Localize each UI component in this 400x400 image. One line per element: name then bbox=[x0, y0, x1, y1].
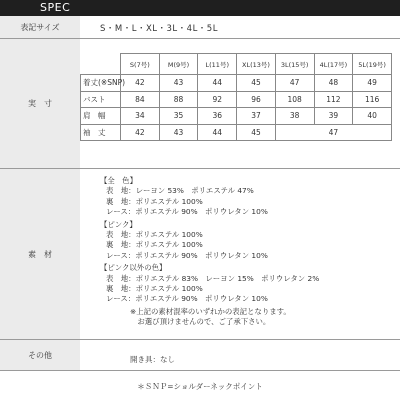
measurement-value: 45 bbox=[237, 75, 276, 92]
material-group-heading: 【全 色】 bbox=[100, 176, 137, 185]
measurement-name: バスト bbox=[81, 91, 121, 108]
material-line: 裏 地：ポリエステル 100% bbox=[106, 283, 203, 293]
measurement-value: 47 bbox=[275, 124, 391, 141]
measurement-row bbox=[81, 91, 392, 108]
measurement-value: 45 bbox=[237, 124, 276, 141]
measure-label-cell bbox=[0, 39, 80, 168]
material-line: レース：ポリエステル 90% ポリウレタン 10% bbox=[106, 250, 268, 260]
material-group-heading: 【ピンク以外の色】 bbox=[100, 263, 167, 273]
material-line: 表 地：ポリエステル 83% レーヨン 15% ポリウレタン 2% bbox=[106, 273, 320, 283]
measurement-value: 44 bbox=[198, 75, 237, 92]
measurement-value: 43 bbox=[159, 124, 198, 141]
measurement-value: 112 bbox=[314, 91, 353, 108]
material-line: 表 地：ポリエステル 100% bbox=[106, 229, 203, 239]
measurement-value: 49 bbox=[353, 75, 392, 92]
size-list: S・M・L・XL・3L・4L・5L bbox=[100, 24, 218, 34]
material-line: 表 地：レーヨン 53% ポリエステル 47% bbox=[106, 186, 254, 196]
material-label-cell bbox=[0, 169, 80, 339]
measurement-value: 35 bbox=[159, 108, 198, 125]
measurement-value: 39 bbox=[314, 108, 353, 125]
measurement-value: 84 bbox=[121, 91, 160, 108]
snp-footnote: ＊ＳＮＰ=ショルダーネックポイント bbox=[137, 382, 263, 391]
spec-header-bar bbox=[0, 0, 400, 16]
material-line: 裏 地：ポリエステル 100% bbox=[106, 196, 203, 206]
measurement-value: 42 bbox=[121, 75, 160, 92]
size-column-header: XL(13号) bbox=[237, 54, 276, 75]
material-group-heading: 【ピンク】 bbox=[100, 219, 137, 229]
measurement-value: 116 bbox=[353, 91, 392, 108]
spec-title: SPEC bbox=[40, 1, 71, 14]
size-column-header: 5L(19号) bbox=[353, 54, 392, 75]
divider bbox=[0, 370, 400, 371]
table-corner-cell bbox=[81, 54, 121, 75]
material-label: 素 材 bbox=[28, 249, 52, 259]
measurement-value: 38 bbox=[275, 108, 314, 125]
measurement-value: 36 bbox=[198, 108, 237, 125]
material-list bbox=[100, 176, 319, 327]
size-label-cell bbox=[0, 16, 80, 38]
material-line: レース：ポリエステル 90% ポリウレタン 10% bbox=[106, 294, 268, 304]
measurement-table bbox=[80, 53, 392, 141]
measure-label: 実 寸 bbox=[28, 99, 52, 108]
measurement-value: 47 bbox=[275, 75, 314, 92]
size-column-header: M(9号) bbox=[159, 54, 198, 75]
measurement-value: 42 bbox=[121, 124, 160, 141]
size-column-header: 3L(15号) bbox=[275, 54, 314, 75]
material-note: お選び頂けませんので、ご了承下さい。 bbox=[130, 317, 271, 327]
material-note: ※上記の素材混率のいずれかの表記となります。 bbox=[130, 306, 291, 316]
measurement-value: 96 bbox=[237, 91, 276, 108]
size-column-header: S(7号) bbox=[121, 54, 160, 75]
measurement-value: 37 bbox=[237, 108, 276, 125]
measurement-value: 88 bbox=[159, 91, 198, 108]
measurement-name: 袖 丈 bbox=[81, 124, 121, 141]
measurement-value: 40 bbox=[353, 108, 392, 125]
measurement-row bbox=[81, 108, 392, 125]
measurement-value: 108 bbox=[275, 91, 314, 108]
measurement-row bbox=[81, 75, 392, 92]
material-line: 裏 地：ポリエステル 100% bbox=[106, 240, 203, 250]
measurement-value: 43 bbox=[159, 75, 198, 92]
material-line: レース：ポリエステル 90% ポリウレタン 10% bbox=[106, 207, 268, 217]
measurement-value: 92 bbox=[198, 91, 237, 108]
measurement-name: 着丈(※SNP) bbox=[81, 75, 121, 92]
measurement-value: 34 bbox=[121, 108, 160, 125]
measurement-value: 48 bbox=[314, 75, 353, 92]
measurement-row bbox=[81, 124, 392, 141]
other-label-cell bbox=[0, 340, 80, 370]
measurement-value: 44 bbox=[198, 124, 237, 141]
size-label: 表記サイズ bbox=[20, 22, 60, 32]
size-column-header: L(11号) bbox=[198, 54, 237, 75]
measurement-name: 肩 幅 bbox=[81, 108, 121, 125]
size-column-header: 4L(17号) bbox=[314, 54, 353, 75]
other-value: 開き具：なし bbox=[130, 355, 175, 364]
other-label: その他 bbox=[28, 350, 52, 360]
